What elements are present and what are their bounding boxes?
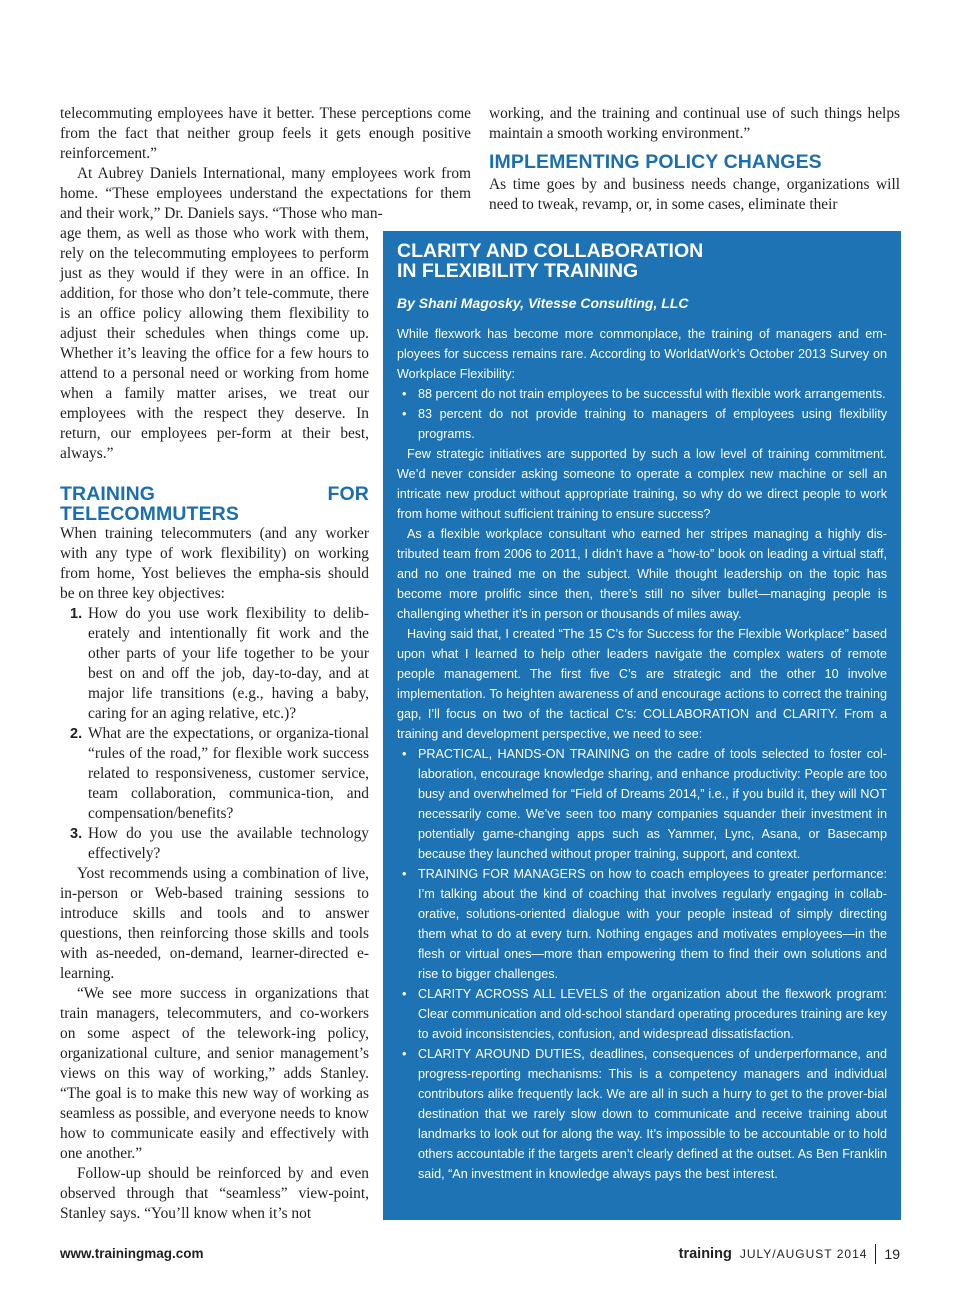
list-item-text: How do you use work flexibility to delib-erately and intentionally fit work and the other parts of your life together to be your best on and off the job, day-to-day, and at major life transitions (e.g., having a baby, caring for an aging relative, etc.)?: [88, 605, 369, 722]
list-number: 3.: [70, 826, 83, 842]
sidebar-box: [383, 231, 901, 1220]
sidebar-paragraph: As a flexible workplace consultant who earned her stripes managing a highly dis-tributed team from 2006 to 2011, I didn’t have a “how-to” book on leading a virtual staff, and no one trained me on the subject. While thought leadership on the topic has become more prolific since then, there’s still no silver bullet—managing people is challenging whether it’s in person or thousands of miles away.: [397, 527, 887, 621]
list-item-text: How do you use the available technology effectively?: [88, 825, 369, 862]
paragraph: age them, as well as those who work with them, rely on the telecommuting employees to perform just as they would if they were in an office. In addition, for those who don’t tele-commute, there is an office policy allowing them flexibility to adjust their schedules when things come up. Whether it’s leaving the office for a few hours to attend to a personal need or working from home when a family matter arises, we treat our employees with the respect they deserve. In return, our employees per-form at their best, always.”: [60, 225, 369, 462]
list-item: [397, 984, 887, 1044]
paragraph: working, and the training and continual use of such things helps maintain a smooth working environment.”: [489, 105, 900, 142]
bullet-icon: •: [402, 987, 407, 1001]
list-item-text: 83 percent do not provide training to managers of employees using flexibility programs.: [418, 407, 887, 441]
section-heading-implementing: IMPLEMENTING POLICY CHANGES: [489, 151, 822, 173]
list-item: [60, 724, 369, 824]
footer-divider: [875, 1244, 876, 1264]
list-item: [397, 744, 887, 864]
stats-list: [397, 384, 887, 444]
bullet-icon: •: [402, 1047, 407, 1061]
list-item: [397, 404, 887, 444]
bullet-icon: •: [402, 867, 407, 881]
list-item-text: CLARITY AROUND DUTIES, deadlines, consequences of underperformance, and progress-reporting mechanisms: This is a competency managers and individual contributors alike frequently lack. We are all in such a hurry to get to the prover-bial destination that we rarely slow down to communicate and receive training about landmarks to look out for along the way. It’s impossible to be accountable or to hold others accountable if the targets aren’t clearly defined at the outset. As Ben Franklin said, “An investment in knowledge always pays the best interest.: [418, 1047, 887, 1181]
sidebar-title-line: IN FLEXIBILITY TRAINING: [397, 260, 639, 282]
objectives-list: [60, 604, 369, 864]
sidebar-byline: By Shani Magosky, Vitesse Consulting, LLC: [397, 295, 689, 311]
list-item: [397, 1044, 887, 1184]
list-number: 1.: [70, 606, 83, 622]
list-number: 2.: [70, 726, 83, 742]
paragraph: “We see more success in organizations that train managers, telecommuters, and co-workers on some aspect of the telework-ing policy, organizational culture, and senior management’s views on this way of working,” adds Stanley. “The goal is to make this new way of working as seamless as possible, and everyone needs to know how to communicate easily and effectively with one another.”: [60, 985, 369, 1162]
bullet-icon: •: [402, 407, 407, 421]
left-column: [60, 224, 369, 1224]
paragraph: When training telecommuters (and any worker with any type of work flexibility) on working from home, Yost believes the empha-sis should be on three key objectives:: [60, 525, 369, 602]
sidebar-paragraph: Having said that, I created “The 15 C’s for Success for the Flexible Workplace” based upon what I learned to help other leaders navigate the complex waters of remote people management. The first five C’s are strategic and the other 10 involve implementation. To heighten awareness of and encourage actions to correct the training gap, I’ll focus on two of the tactical C’s: COLLABORATION and CLARITY. From a training and development perspective, we need to see:: [397, 627, 887, 741]
paragraph: Follow-up should be reinforced by and even observed through that “seamless” view-point, Stanley says. “You’ll know when it’s not: [60, 1165, 369, 1222]
bullet-icon: •: [402, 387, 407, 401]
list-item: [397, 864, 887, 984]
paragraph: Yost recommends using a combination of live, in-person or Web-based training sessions to introduce skills and tools and to answer questions, then reinforcing those skills and tools with as-needed, on-demand, learner-directed e-learning.: [60, 865, 369, 982]
list-item: [60, 604, 369, 724]
list-item: [60, 824, 369, 864]
sidebar-body: [397, 324, 887, 1184]
recommendations-list: [397, 744, 887, 1184]
bullet-icon: •: [402, 747, 407, 761]
list-item-text: TRAINING FOR MANAGERS on how to coach employees to greater performance: I’m talking about the kind of coaching that involves regularly engaging in collab-orative, solutions-oriented dialogue with your people instead of simply directing them what to do at every turn. Nothing engages and motivates employees—in the flesh or virtual ones—more than empowering them to find their own solutions and rise to bigger challenges.: [418, 867, 887, 981]
footer-folio: [679, 1244, 900, 1264]
paragraph: telecommuting employees have it better. These perceptions come from the fact that neither group feels it gets enough positive reinforcement.”: [60, 105, 471, 162]
page-number: 19: [884, 1246, 900, 1262]
footer-brand: training: [678, 1246, 732, 1262]
sidebar-title: [397, 241, 887, 281]
section-heading-training: TRAINING FOR TELECOMMUTERS: [60, 483, 369, 525]
list-item-text: CLARITY ACROSS ALL LEVELS of the organization about the flexwork program: Clear communication and old-school standard operating procedures training are key to avoid inconsistencies, confusion, and widespread dissatisfaction.: [418, 987, 887, 1041]
left-column-top: [60, 104, 471, 224]
footer-issue-date: JULY/AUGUST 2014: [739, 1247, 868, 1261]
paragraph: As time goes by and business needs change, organizations will need to tweak, revamp, or, in some cases, eliminate their: [489, 176, 900, 213]
paragraph: At Aubrey Daniels International, many employees work from home. “These employees understand the expectations for them and their work,” Dr. Daniels says. “Those who man-: [60, 165, 471, 222]
footer-url-link[interactable]: www.trainingmag.com: [60, 1246, 204, 1261]
right-column-top: [489, 104, 900, 215]
list-item-text: 88 percent do not train employees to be successful with flexible work arrangements.: [418, 387, 886, 401]
list-item-text: PRACTICAL, HANDS-ON TRAINING on the cadre of tools selected to foster col-laboration, encourage knowledge sharing, and enhance productivity: People are too busy and overwhelmed for “Field of Dreams 2014,” i.e., if you build it, they will NOT necessarily come. We’ve seen too many companies squander their investment in potentially game-changing apps such as Yammer, Lync, Asana, or Basecamp because they launched without proper training, support, and context.: [418, 747, 887, 861]
sidebar-paragraph: Few strategic initiatives are supported by such a low level of training commitment. We’d never consider asking someone to operate a complex new machine or sell an intricate new product without appropriate training, so why do we direct people to work from home without sufficient training to ensure success?: [397, 447, 887, 521]
sidebar-title-line: CLARITY AND COLLABORATION: [397, 240, 704, 262]
sidebar-paragraph: While flexwork has become more commonplace, the training of managers and em-ployees for success remains rare. According to WorldatWork’s October 2013 Survey on Workplace Flexibility:: [397, 327, 887, 381]
list-item-text: What are the expectations, or organiza-tional “rules of the road,” for flexible work success related to responsiveness, customer service, team collaboration, communica-tion, and compensation/benefits?: [88, 725, 369, 822]
list-item: [397, 384, 887, 404]
